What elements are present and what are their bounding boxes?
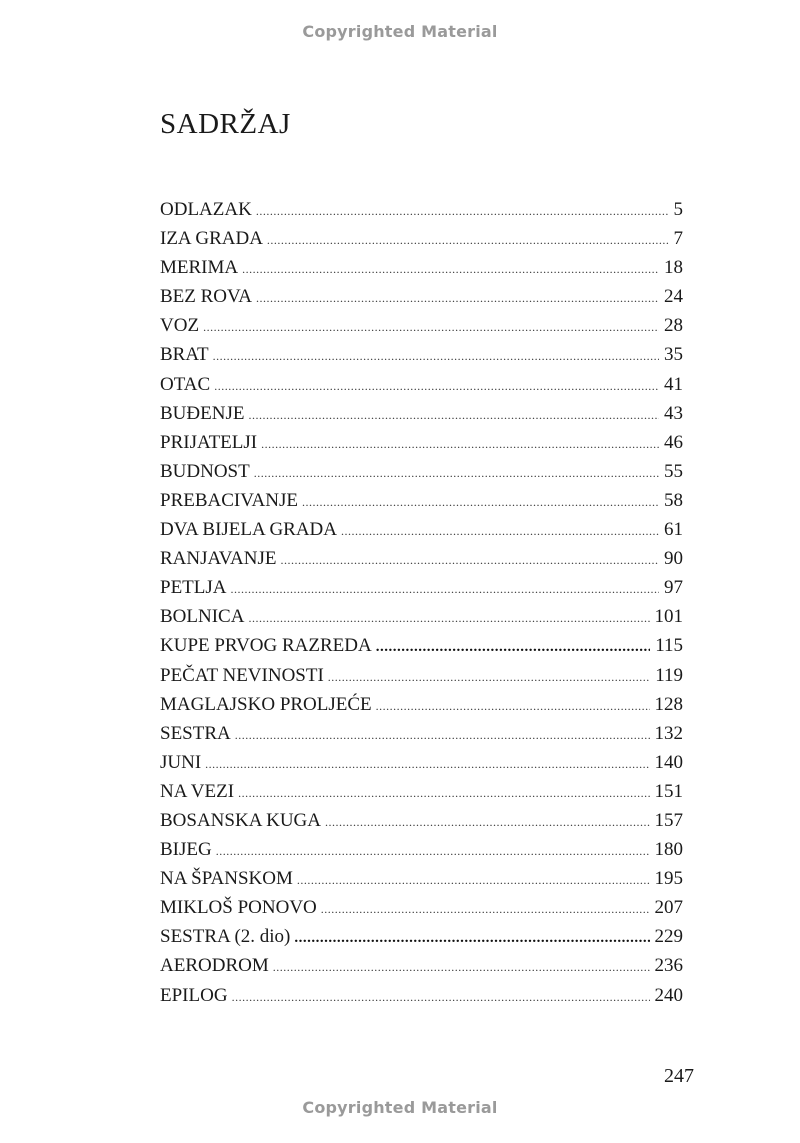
toc-list: [160, 199, 683, 1014]
toc-entry: [160, 432, 683, 461]
leader-dots: [248, 408, 659, 423]
toc-entry-label: AERODROM: [160, 955, 269, 977]
toc-entry-page: 5: [673, 199, 683, 220]
toc-entry-page: 18: [664, 257, 683, 279]
toc-entry-page: 41: [664, 373, 683, 395]
toc-entry: [160, 606, 683, 635]
toc-entry-page: 58: [664, 489, 683, 511]
toc-entry-label: IZA GRADA: [160, 228, 263, 250]
toc-entry-label: BUDNOST: [160, 460, 250, 482]
toc-entry-label: OTAC: [160, 373, 211, 395]
toc-entry-label: EPILOG: [160, 984, 228, 1006]
leader-dots: [376, 699, 650, 714]
toc-entry-label: BOSANSKA KUGA: [160, 809, 321, 831]
toc-entry: [160, 752, 683, 781]
toc-entry-label: BRAT: [160, 344, 209, 366]
toc-entry-label: MAGLAJSKO PROLJEĆE: [160, 693, 372, 715]
toc-entry-page: 151: [654, 780, 683, 802]
leader-dots: [256, 204, 669, 219]
leader-dots: [214, 379, 659, 394]
leader-dots: [325, 815, 650, 830]
toc-entry: [160, 461, 683, 490]
toc-entry: [160, 228, 683, 257]
toc-entry-page: 61: [664, 519, 683, 541]
toc-entry-page: 240: [654, 984, 683, 1006]
toc-entry-page: 55: [664, 460, 683, 482]
leader-dots: [242, 262, 659, 277]
toc-entry-label: PREBACIVANJE: [160, 489, 298, 511]
toc-entry: [160, 635, 683, 664]
leader-dots: [216, 844, 650, 859]
toc-entry-label: BIJEG: [160, 839, 212, 861]
toc-entry-page: 43: [664, 402, 683, 424]
toc-entry-page: 128: [654, 693, 683, 715]
leader-dots: [302, 495, 659, 510]
leader-dots: [213, 349, 659, 364]
toc-entry: [160, 897, 683, 926]
leader-dots: [376, 639, 650, 656]
toc-entry-label: PEČAT NEVINOSTI: [160, 664, 324, 686]
leader-dots: [254, 466, 659, 481]
toc-entry: [160, 839, 683, 868]
toc-entry: [160, 490, 683, 519]
toc-entry-page: 195: [654, 868, 683, 890]
toc-entry-label: BUĐENJE: [160, 402, 245, 424]
toc-entry: [160, 519, 683, 548]
toc-entry-page: 229: [654, 926, 683, 948]
toc-entry-label: BEZ ROVA: [160, 286, 253, 308]
leader-dots: [235, 728, 650, 743]
toc-entry-label: BOLNICA: [160, 606, 245, 628]
leader-dots: [267, 233, 669, 248]
toc-entry-page: 90: [664, 548, 683, 570]
toc-entry-page: 132: [654, 722, 683, 744]
toc-entry-label: MERIMA: [160, 257, 239, 279]
toc-entry: [160, 868, 683, 897]
toc-entry-label: VOZ: [160, 315, 200, 337]
leader-dots: [232, 990, 650, 1005]
toc-entry-label: PRIJATELJI: [160, 431, 258, 453]
toc-entry: [160, 926, 683, 955]
toc-entry-page: 97: [664, 577, 683, 599]
toc-entry-page: 101: [654, 606, 683, 628]
toc-entry-label: JUNI: [160, 751, 202, 773]
leader-dots: [328, 670, 650, 685]
toc-entry-page: 115: [655, 635, 683, 657]
toc-entry-page: 28: [664, 315, 683, 337]
leader-dots: [248, 611, 649, 626]
toc-entry: [160, 694, 683, 723]
toc-entry: [160, 199, 683, 228]
toc-entry: [160, 344, 683, 373]
toc-entry-label: SESTRA: [160, 722, 231, 744]
toc-entry: [160, 955, 683, 984]
leader-dots: [238, 786, 649, 801]
toc-entry-label: SESTRA (2. dio): [160, 926, 291, 948]
leader-dots: [294, 930, 649, 947]
toc-entry: [160, 315, 683, 344]
toc-entry: [160, 403, 683, 432]
toc-entry-label: KUPE PRVOG RAZREDA: [160, 635, 372, 657]
toc-entry-label: ODLAZAK: [160, 199, 252, 220]
toc-entry: [160, 548, 683, 577]
toc-entry: [160, 286, 683, 315]
toc-entry-page: 46: [664, 431, 683, 453]
toc-entry-page: 7: [673, 228, 683, 250]
toc-entry: [160, 665, 683, 694]
toc-entry-page: 24: [664, 286, 683, 308]
toc-entry-label: DVA BIJELA GRADA: [160, 519, 338, 541]
leader-dots: [256, 291, 659, 306]
toc-entry-page: 157: [654, 809, 683, 831]
toc-entry-page: 35: [664, 344, 683, 366]
toc-entry: [160, 257, 683, 286]
leader-dots: [297, 873, 650, 888]
leader-dots: [341, 524, 659, 539]
leader-dots: [261, 437, 659, 452]
toc-entry-label: PETLJA: [160, 577, 227, 599]
leader-dots: [281, 553, 660, 568]
toc-entry: [160, 723, 683, 752]
page-number: 247: [664, 1065, 694, 1087]
leader-dots: [273, 960, 650, 975]
toc-entry-label: NA ŠPANSKOM: [160, 868, 293, 890]
toc-entry-label: RANJAVANJE: [160, 548, 277, 570]
toc-entry: [160, 374, 683, 403]
toc-entry: [160, 577, 683, 606]
leader-dots: [203, 320, 659, 335]
toc-entry-page: 236: [654, 955, 683, 977]
watermark-bottom: Copyrighted Material: [302, 1098, 498, 1117]
toc-entry: [160, 985, 683, 1014]
toc-entry: [160, 781, 683, 810]
leader-dots: [321, 902, 650, 917]
toc-entry: [160, 810, 683, 839]
toc-entry-page: 180: [654, 839, 683, 861]
toc-entry-page: 207: [654, 897, 683, 919]
toc-entry-page: 119: [655, 664, 683, 686]
toc-entry-label: NA VEZI: [160, 780, 235, 802]
toc-title: SADRŽAJ: [160, 108, 291, 140]
toc-entry-page: 140: [654, 751, 683, 773]
leader-dots: [231, 582, 660, 597]
watermark-top: Copyrighted Material: [302, 22, 498, 41]
leader-dots: [205, 757, 649, 772]
toc-entry-label: MIKLOŠ PONOVO: [160, 897, 317, 919]
